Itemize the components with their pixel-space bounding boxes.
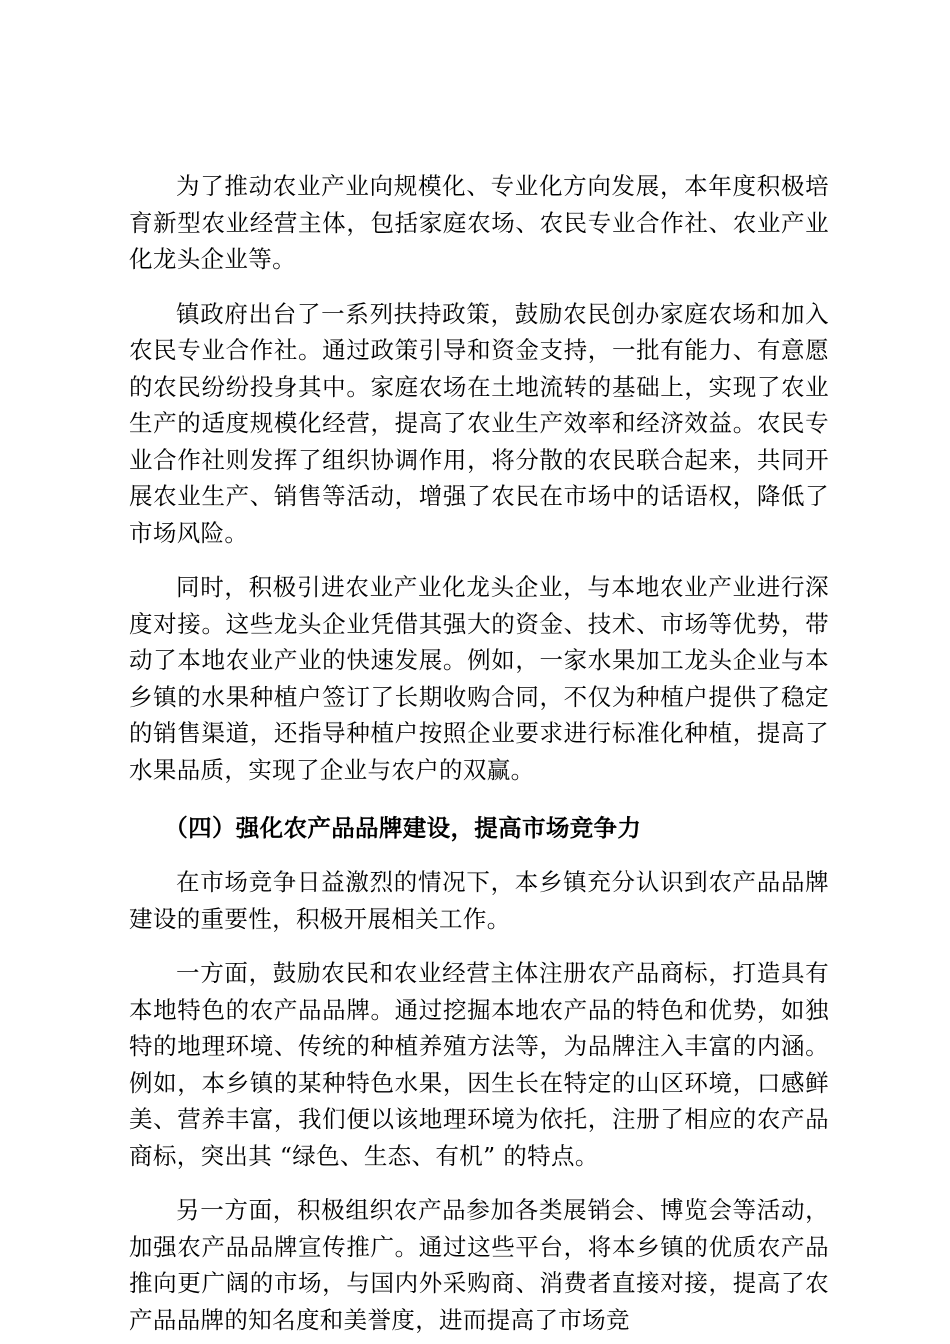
paragraph-family-farms-cooperatives: 镇政府出台了一系列扶持政策，鼓励农民创办家庭农场和加入农民专业合作社。通过政策引导和资金支持，一批有能力、有意愿的农民纷纷投身其中。家庭农场在土地流转的基础上，实现了农业生产的适度规模化经营，提高了农业生产效率和经济效益。农民专业合作社则发挥了组织协调作用，将分散的农民联合起来，共同开展农业生产、销售等活动，增强了农民在市场中的话语权，降低了市场风险。 xyxy=(129,299,829,547)
section-heading-brand-building: （四）强化农产品品牌建设，提高市场竞争力 xyxy=(164,814,642,842)
paragraph-market-competition: 在市场竞争日益激烈的情况下，本乡镇充分认识到农产品品牌建设的重要性，积极开展相关工作。 xyxy=(129,868,829,933)
paragraph-trademark-registration: 一方面，鼓励农民和农业经营主体注册农产品商标，打造具有本地特色的农产品品牌。通过挖掘本地农产品的特色和优势，如独特的地理环境、传统的种植养殖方法等，为品牌注入丰富的内涵。例如，本乡镇的某种特色水果，因生长在特定的山区环境，口感鲜美、营养丰富，我们便以该地理环境为依托，注册了相应的农产品商标，突出其 “绿色、生态、有机” 的特点。 xyxy=(129,959,829,1170)
paragraph-new-business-entities: 为了推动农业产业向规模化、专业化方向发展，本年度积极培育新型农业经营主体，包括家庭农场、农民专业合作社、农业产业化龙头企业等。 xyxy=(129,172,829,273)
document-body xyxy=(129,168,829,1338)
paragraph-leading-enterprises: 同时，积极引进农业产业化龙头企业，与本地农业产业进行深度对接。这些龙头企业凭借其强大的资金、技术、市场等优势，带动了本地农业产业的快速发展。例如，一家水果加工龙头企业与本乡镇的水果种植户签订了长期收购合同，不仅为种植户提供了稳定的销售渠道，还指导种植户按照企业要求进行标准化种植，提高了水果品质，实现了企业与农户的双赢。 xyxy=(129,573,829,784)
paragraph-brand-promotion: 另一方面，积极组织农产品参加各类展销会、博览会等活动，加强农产品品牌宣传推广。通过这些平台，将本乡镇的优质农产品推向更广阔的市场，与国内外采购商、消费者直接对接，提高了农产品品牌的知名度和美誉度，进而提高了市场竞 xyxy=(129,1196,829,1334)
